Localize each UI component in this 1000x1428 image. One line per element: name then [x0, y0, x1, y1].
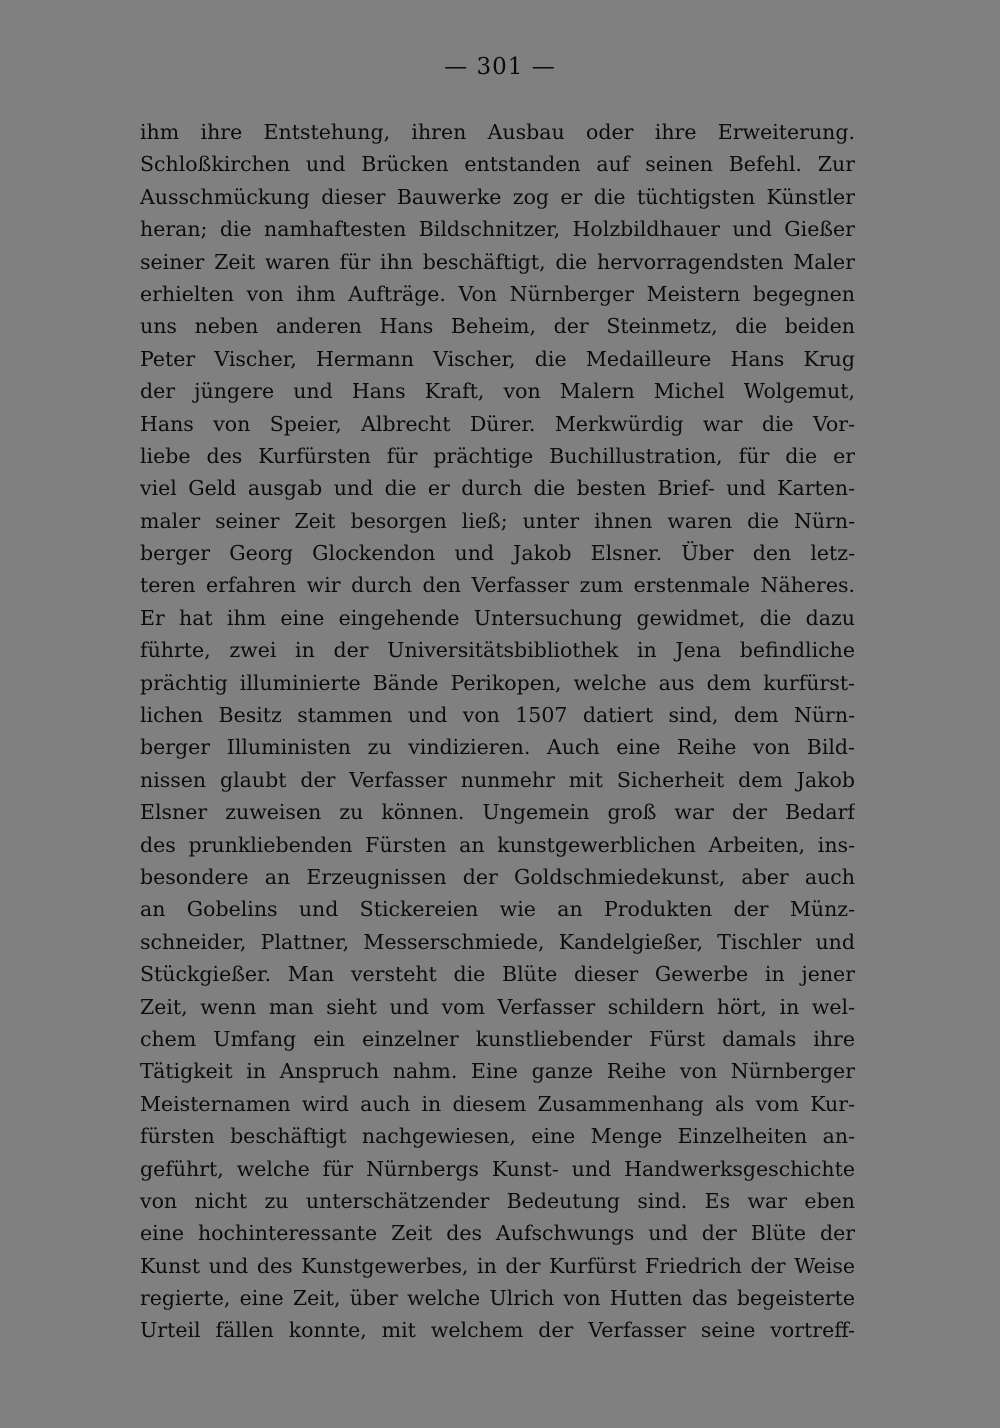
text-line: Ausschmückung dieser Bauwerke zog er die tüchtigsten Künstler	[140, 184, 855, 209]
text-line: Stückgießer. Man versteht die Blüte dieser Gewerbe in jener	[140, 962, 855, 987]
text-line: heran; die namhaftesten Bildschnitzer, Holzbildhauer und Gießer	[140, 217, 855, 242]
text-line: ihm ihre Entstehung, ihren Ausbau oder ihre Erweiterung.	[140, 120, 855, 144]
text-line: berger Illuministen zu vindizieren. Auch eine Reihe von Bild-	[140, 735, 855, 760]
text-line: an Gobelins und Stickereien wie an Produkten der Münz-	[140, 897, 855, 922]
text-line: besondere an Erzeugnissen der Goldschmiedekunst, aber auch	[140, 864, 855, 889]
text-line: Meisternamen wird auch in diesem Zusammenhang als vom Kur-	[140, 1091, 855, 1116]
text-line: prächtig illuminierte Bände Perikopen, welche aus dem kurfürst-	[140, 670, 855, 695]
text-line: schneider, Plattner, Messerschmiede, Kandelgießer, Tischler und	[140, 929, 855, 954]
text-line: uns neben anderen Hans Beheim, der Steinmetz, die beiden	[140, 314, 855, 339]
text-line: Hans von Speier, Albrecht Dürer. Merkwürdig war die Vor-	[140, 411, 855, 436]
text-line: nissen glaubt der Verfasser nunmehr mit Sicherheit dem Jakob	[140, 767, 855, 792]
text-line: berger Georg Glockendon und Jakob Elsner. Über den letz-	[140, 541, 855, 566]
text-line: liebe des Kurfürsten für prächtige Buchillustration, für die er	[140, 443, 855, 468]
text-line: Elsner zuweisen zu können. Ungemein groß war der Bedarf	[140, 800, 855, 825]
text-line: lichen Besitz stammen und von 1507 datiert sind, dem Nürn-	[140, 703, 855, 728]
text-line: viel Geld ausgab und die er durch die besten Brief- und Karten-	[140, 476, 855, 501]
text-line: seiner Zeit waren für ihn beschäftigt, die hervorragendsten Maler	[140, 249, 855, 274]
text-line: Urteil fällen konnte, mit welchem der Verfasser seine vortreff-	[140, 1318, 855, 1343]
text-line: maler seiner Zeit besorgen ließ; unter ihnen waren die Nürn-	[140, 508, 855, 533]
text-line: Kunst und des Kunstgewerbes, in der Kurfürst Friedrich der Weise	[140, 1253, 855, 1278]
text-line: regierte, eine Zeit, über welche Ulrich von Hutten das begeisterte	[140, 1286, 855, 1311]
page-number: — 301 —	[444, 54, 556, 80]
text-line: des prunkliebenden Fürsten an kunstgewerblichen Arbeiten, ins-	[140, 832, 855, 857]
text-line: Zeit, wenn man sieht und vom Verfasser schildern hört, in wel-	[140, 994, 855, 1019]
text-line: Tätigkeit in Anspruch nahm. Eine ganze Reihe von Nürnberger	[140, 1059, 855, 1084]
text-line: geführt, welche für Nürnbergs Kunst- und Handwerksgeschichte	[140, 1156, 855, 1181]
text-line: Peter Vischer, Hermann Vischer, die Medailleure Hans Krug	[140, 346, 855, 371]
text-line: Er hat ihm eine eingehende Untersuchung gewidmet, die dazu	[140, 605, 855, 630]
text-line: eine hochinteressante Zeit des Aufschwungs und der Blüte der	[140, 1221, 855, 1246]
text-line: chem Umfang ein einzelner kunstliebender Fürst damals ihre	[140, 1026, 855, 1051]
text-line: von nicht zu unterschätzender Bedeutung sind. Es war eben	[140, 1188, 855, 1213]
body-text	[140, 116, 855, 1347]
text-line: fürsten beschäftigt nachgewiesen, eine Menge Einzelheiten an-	[140, 1124, 855, 1149]
text-line: der jüngere und Hans Kraft, von Malern Michel Wolgemut,	[140, 379, 855, 404]
text-line: erhielten von ihm Aufträge. Von Nürnberger Meistern begegnen	[140, 281, 855, 306]
text-line: Schloßkirchen und Brücken entstanden auf seinen Befehl. Zur	[140, 152, 855, 177]
text-line: führte, zwei in der Universitätsbibliothek in Jena befindliche	[140, 638, 855, 663]
text-line: teren erfahren wir durch den Verfasser zum erstenmale Näheres.	[140, 573, 855, 598]
